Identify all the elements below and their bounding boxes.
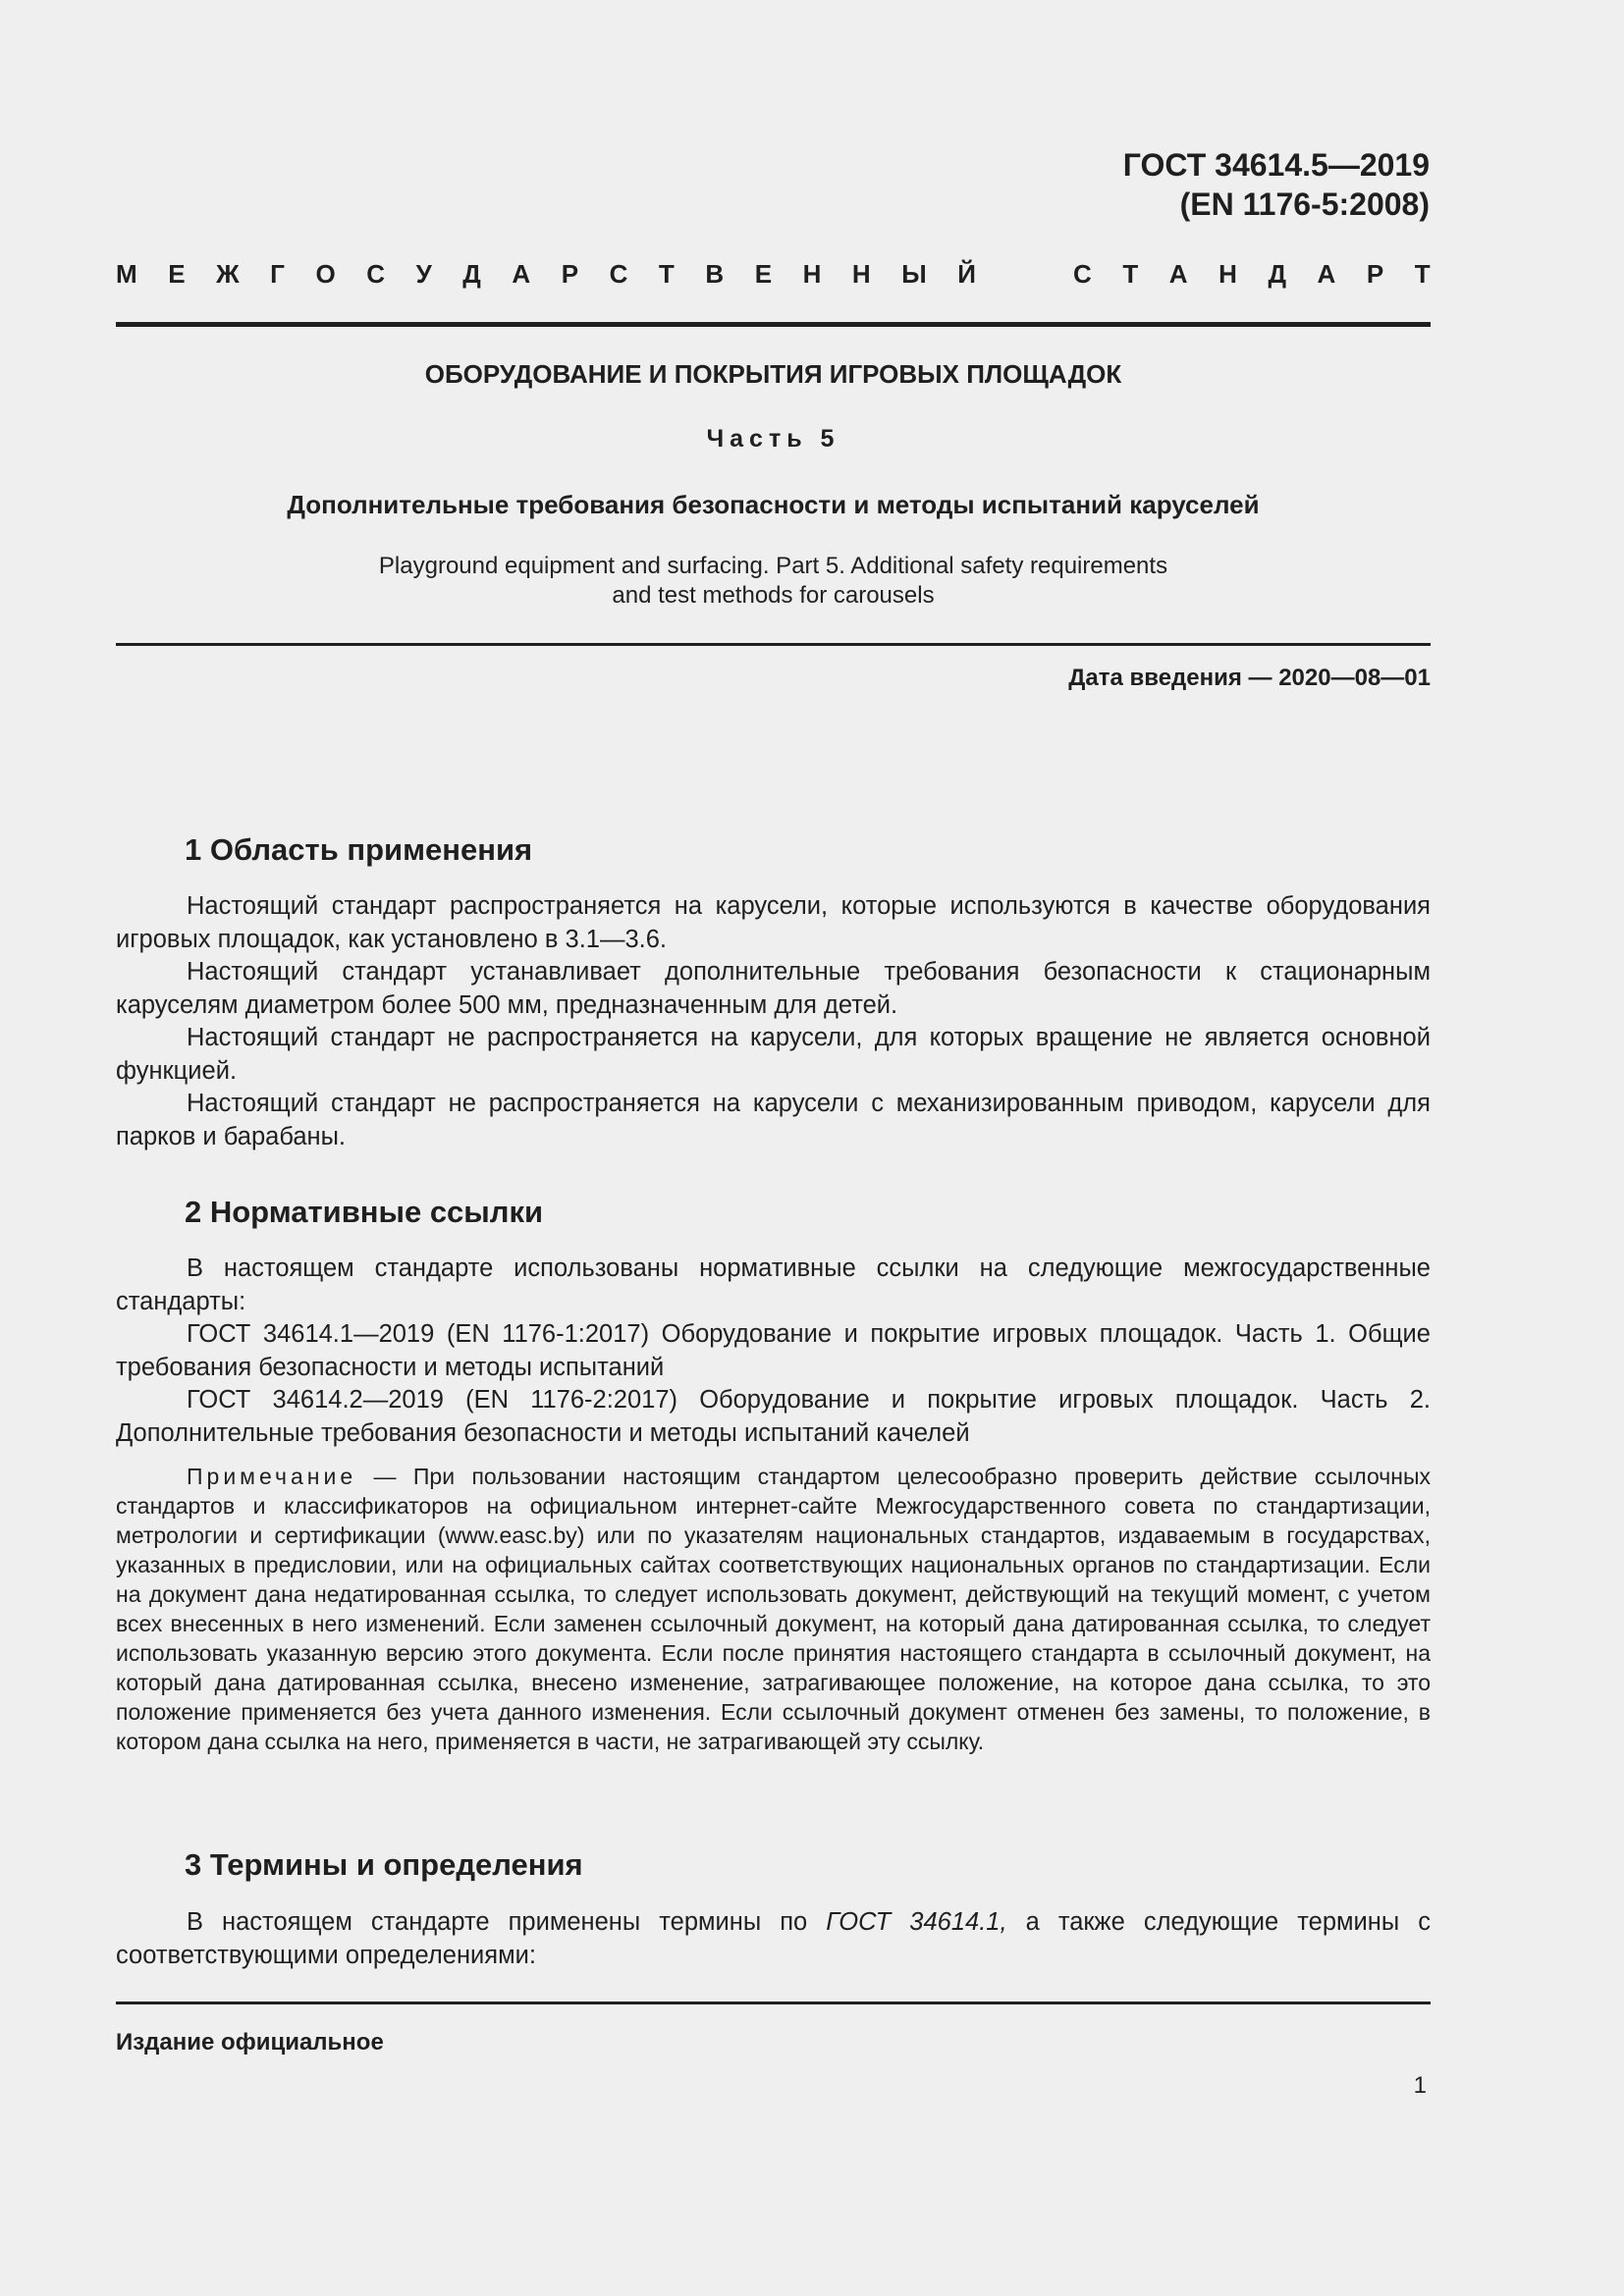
banner-letter: Д (462, 259, 481, 289)
normative-reference-2: ГОСТ 34614.2—2019 (EN 1176-2:2017) Оборудование и покрытие игровых площадок. Часть 2. Дополнительные требования безопасности и методы испытаний качелей (116, 1386, 1431, 1447)
section-1-paragraph: Настоящий стандарт устанавливает дополнительные требования безопасности к стационарным каруселям диаметром более 500 мм, предназначенным для детей. (116, 958, 1431, 1019)
section-2-heading: 2 Нормативные ссылки (185, 1195, 544, 1229)
banner-letter: А (1317, 259, 1336, 289)
note-text: — При пользовании настоящим стандартом целесообразно проверить действие ссылочных стандартов и классификаторов на официальном интернет-сайте Межгосударственного совета по стандартизации, метрологии и сертификации (www.easc.by) или по указателям национальных стандартов, издаваемым в государствах, указанных в предисловии, или на официальных сайтах соответствующих национальных органов по стандартизации. Если на документ дана недатированная ссылка, то следует использовать документ, действующий на текущий момент, с учетом всех внесенных в него изменений. Если заменен ссылочный документ, на который дана датированная ссылка, то следует использовать указанную версию этого документа. Если после принятия настоящего стандарта в ссылочный документ, на который дана датированная ссылка, внесено изменение, затрагивающее положение, на которое дана ссылка, то это положение применяется без учета данного изменения. Если ссылочный документ отменен без замены, то положение, в котором дана ссылка на него, применяется в части, не затрагивающей эту ссылку. (116, 1464, 1431, 1754)
english-title-line-2: and test methods for carousels (612, 582, 935, 609)
banner-letter: Т (1122, 259, 1139, 289)
banner-letter: С (366, 259, 386, 289)
banner-letter: Р (1366, 259, 1384, 289)
banner-letter: Г (270, 259, 285, 289)
banner-letter: А (1168, 259, 1188, 289)
section-3-paragraph (116, 1906, 1431, 1972)
banner-letter: Д (1268, 259, 1286, 289)
normative-reference-1: ГОСТ 34614.1—2019 (EN 1176-1:2017) Оборудование и покрытие игровых площадок. Часть 1. Общие требования безопасности и методы испытаний (116, 1320, 1431, 1381)
header-rule (116, 322, 1431, 327)
banner-letter: С (609, 259, 628, 289)
banner-letter: С (1073, 259, 1092, 289)
official-edition-label: Издание официальное (116, 2029, 384, 2056)
banner-letter: У (415, 259, 432, 289)
section-1-paragraph: Настоящий стандарт не распространяется на карусели с механизированным приводом, карусели для парков и барабаны. (116, 1090, 1431, 1150)
banner-gap (1006, 257, 1042, 291)
page-number: 1 (1413, 2072, 1427, 2099)
banner-letter: Т (658, 259, 675, 289)
banner-letter: Й (957, 259, 976, 289)
section-3-heading: 3 Термины и определения (185, 1847, 583, 1882)
footer-rule (116, 2002, 1431, 2004)
banner-letter: Е (754, 259, 773, 289)
banner-letter: А (512, 259, 531, 289)
section-2-note (116, 1462, 1431, 1756)
document-subtitle: Дополнительные требования безопасности и методы испытаний каруселей (287, 490, 1260, 519)
standard-code-block (1123, 145, 1430, 224)
section-3-reference: ГОСТ 34614.1, (826, 1908, 1007, 1936)
section-1-paragraph: Настоящий стандарт распространяется на карусели, которые используются в качестве оборудования игровых площадок, как установлено в 3.1—3.6. (116, 892, 1431, 953)
standard-code: ГОСТ 34614.5—2019 (1122, 147, 1430, 183)
section-1-heading: 1 Область применения (185, 832, 533, 867)
note-lead: Примечание (187, 1464, 357, 1489)
english-title (116, 552, 1431, 611)
standard-code-en: (EN 1176-5:2008) (1179, 187, 1430, 222)
document-title: ОБОРУДОВАНИЕ И ПОКРЫТИЯ ИГРОВЫХ ПЛОЩАДОК (424, 359, 1122, 389)
title-rule (116, 643, 1431, 646)
banner-letter: Н (851, 259, 871, 289)
banner-letter: О (315, 259, 336, 289)
banner-letter: Т (1414, 259, 1431, 289)
banner-letter: Н (1218, 259, 1237, 289)
standard-type-banner (116, 257, 1431, 291)
part-label: Часть 5 (706, 425, 840, 453)
section-1-paragraph: Настоящий стандарт не распространяется на карусели, для которых вращение не является основной функцией. (116, 1024, 1431, 1085)
section-3-text-after: а также следующие термины с соответствующими определениями: (116, 1908, 1431, 1969)
banner-letter: М (116, 259, 137, 289)
banner-letter: Ж (216, 259, 240, 289)
section-3-text-before: В настоящем стандарте применены термины по (187, 1908, 827, 1936)
section-2-paragraph: В настоящем стандарте использованы нормативные ссылки на следующие межгосударственные стандарты: (116, 1255, 1431, 1315)
introduction-date: Дата введения — 2020—08—01 (1068, 665, 1431, 691)
banner-letter: В (705, 259, 725, 289)
banner-letter: Р (561, 259, 579, 289)
banner-letter: Ы (901, 259, 927, 289)
english-title-line-1: Playground equipment and surfacing. Part 5. Additional safety requirements (378, 553, 1168, 579)
banner-letter: Е (168, 259, 186, 289)
banner-letter: Н (802, 259, 822, 289)
